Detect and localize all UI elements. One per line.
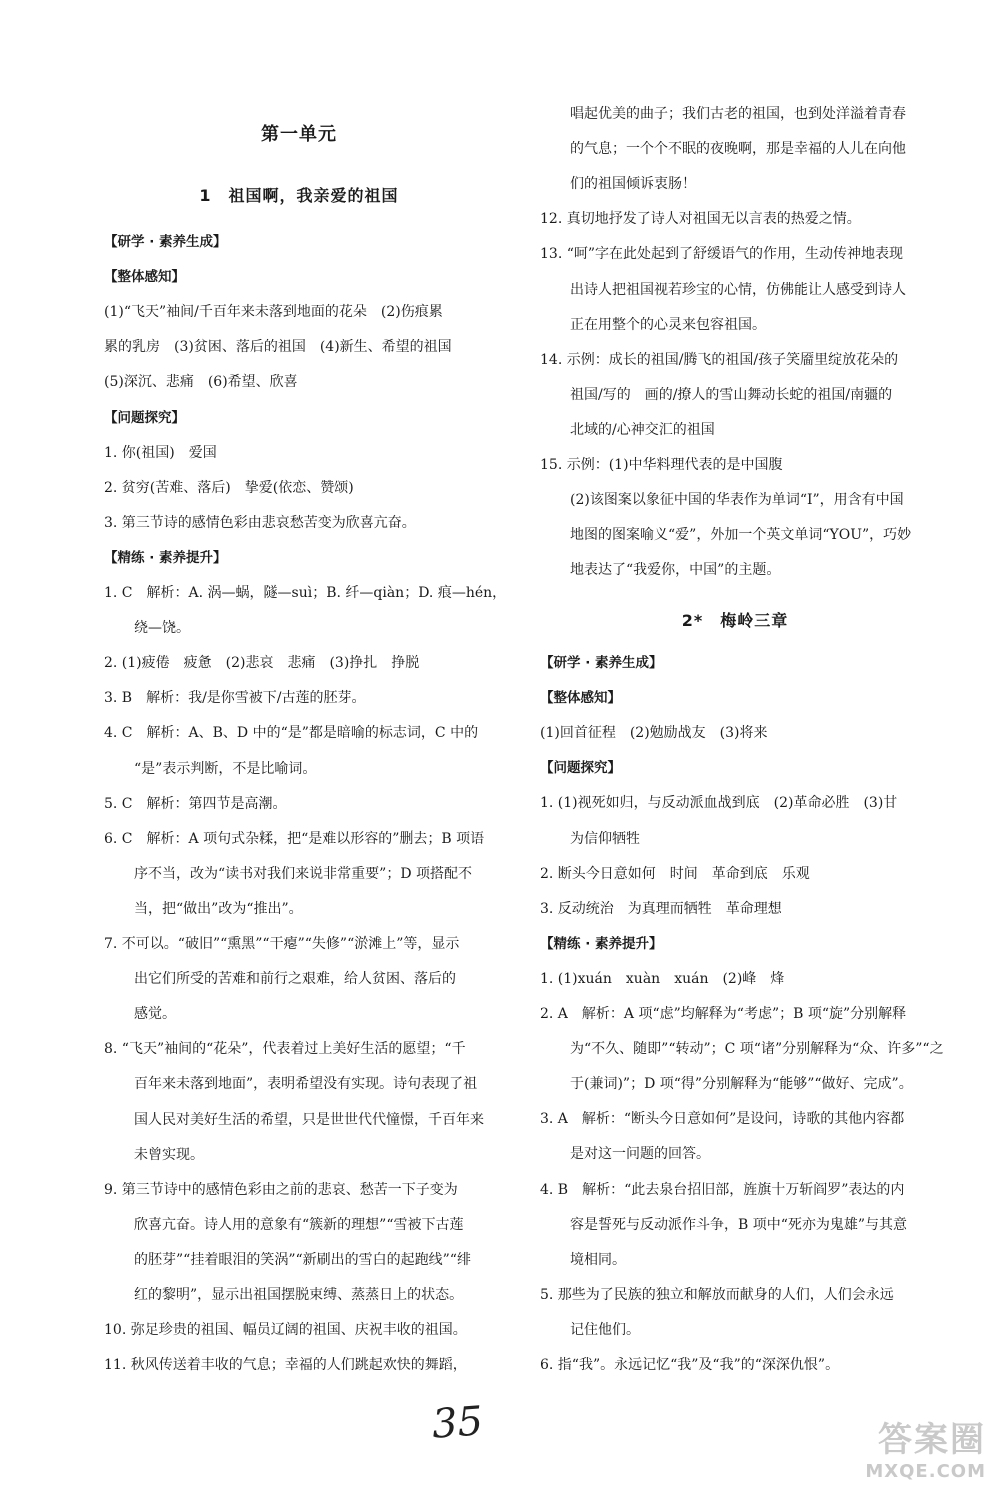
answer-line: 国人民对美好生活的希望，只是世世代代憧憬，千百年来 [134,1111,484,1128]
answer-line: 为“不久、随即”“转动”；C 项“诸”分别解释为“众、许多”“之 [570,1041,944,1058]
answer-line: 2. A 解析：A 项“虑”均解释为“考虑”；B 项“旋”分别解释 [540,1006,907,1022]
answer-line: (1)“飞天”袖间/千百年来未落到地面的花朵 (2)伤痕累 [104,304,443,321]
answer-line: 13. “呵”字在此处起到了舒缓语气的作用，生动传神地表现 [540,246,904,263]
page-number: 35 [430,1398,485,1448]
answer-line: (2)该图案以象征中国的华表作为单词“I”，用含有中国 [570,492,904,509]
section-label: 【问题探究】 [540,760,621,777]
answer-line: 1. C 解析：A. 涡—蜗，隧—suì；B. 纤—qiàn；D. 痕—hén， [104,585,507,601]
answer-line: 出诗人把祖国视若珍宝的心情，仿佛能让人感受到诗人 [570,281,906,298]
answer-line: 感觉。 [134,1006,176,1023]
answer-line: 记住他们。 [570,1321,640,1338]
answer-line: 的胚芽”“挂着眼泪的笑涡”“新刷出的雪白的起跑线”“绯 [134,1251,471,1268]
answer-line: 2. 贫穷(苦难、落后) 挚爱(依恋、赞颂) [104,479,354,496]
answer-line: 9. 第三节诗中的感情色彩由之前的悲哀、愁苦一下子变为 [104,1181,458,1198]
answer-line: 6. 指“我”。永远记忆“我”及“我”的“深深仇恨”。 [540,1357,840,1373]
answer-line: 出它们所受的苦难和前行之艰难，给人贫困、落后的 [134,971,456,988]
section-label: 【整体感知】 [540,690,621,707]
answer-line: 8. “飞天”袖间的“花朵”，代表着过上美好生活的愿望；“千 [104,1041,466,1058]
answer-line: 10. 弥足珍贵的祖国、幅员辽阔的祖国、庆祝丰收的祖国。 [104,1322,467,1339]
answer-line: 3. B 解析：我/是你雪被下/古莲的胚芽。 [104,690,366,707]
answer-line: 6. C 解析：A 项句式杂糅，把“是难以形容的”删去；B 项语 [104,830,485,847]
answer-line: 11. 秋风传送着丰收的气息；幸福的人们跳起欢快的舞蹈， [104,1357,467,1374]
answer-line: 唱起优美的曲子；我们古老的祖国，也到处洋溢着青春 [570,106,906,122]
answer-line: 绕—饶。 [134,620,190,637]
section-label: 【整体感知】 [104,269,185,286]
answer-line: 12. 真切地抒发了诗人对祖国无以言表的热爱之情。 [540,211,861,228]
answer-line: 1. 你(祖国) 爱国 [104,444,217,461]
answer-line: “是”表示判断，不是比喻词。 [134,760,317,777]
answer-line: 们的祖国倾诉衷肠！ [570,176,696,193]
answer-line: 5. 那些为了民族的独立和解放而献身的人们，人们会永远 [540,1286,894,1303]
answer-line: 1. (1)视死如归，与反动派血战到底 (2)革命必胜 (3)甘 [540,795,898,812]
unit-title: 第一单元 [261,124,337,145]
lesson-1-title: 1 祖国啊，我亲爱的祖国 [199,186,399,205]
answer-line: 14. 示例：成长的祖国/腾飞的祖国/孩子笑靥里绽放花朵的 [540,351,899,368]
answer-line: 北域的/心神交汇的祖国 [570,421,715,438]
answer-line: 的气息；一个个不眠的夜晚啊，那是幸福的人儿在向他 [570,141,906,158]
answer-line: 4. C 解析：A、B、D 中的“是”都是暗喻的标志词，C 中的 [104,725,479,742]
answer-line: 于(兼词)”；D 项“得”分别解释为“能够”“做好、完成”。 [570,1076,913,1093]
section-label: 【研学 · 素养生成】 [540,655,663,671]
section-label: 【精练 · 素养提升】 [540,935,663,952]
answer-line: 容是誓死与反动派作斗争，B 项中“死亦为鬼雄”与其意 [570,1216,908,1233]
answer-line: 是对这一问题的回答。 [570,1146,710,1163]
answer-line: 2. (1)疲倦 疲惫 (2)悲哀 悲痛 (3)挣扎 挣脱 [104,655,420,672]
answer-line: 祖国/写的 画的/撩人的雪山舞动长蛇的祖国/南疆的 [570,386,893,403]
answer-line: 序不当，改为“读书对我们来说非常重要”；D 项搭配不 [134,865,472,882]
answer-line: 3. A 解析：“断头今日意如何”是设问，诗歌的其他内容都 [540,1111,905,1128]
answer-line: 1. (1)xuán xuàn xuán (2)峰 烽 [540,970,785,987]
answer-line: 未曾实现。 [134,1146,204,1163]
answer-line: 百年来未落到地面”，表明希望没有实现。诗句表现了祖 [134,1076,478,1093]
answer-line: (5)深沉、悲痛 (6)希望、欣喜 [104,374,298,391]
answer-line: 为信仰牺牲 [570,830,640,847]
section-label: 【精练 · 素养提升】 [104,549,227,566]
lesson-2-title: 2* 梅岭三章 [681,611,789,630]
watermark-url: MXQE.COM [865,1461,986,1482]
answer-line: 7. 不可以。“破旧”“熏黑”“干瘪”“失修”“淤滩上”等，显示 [104,936,460,952]
answer-line: 红的黎明”，显示出祖国摆脱束缚、蒸蒸日上的状态。 [134,1287,464,1303]
answer-line: 欣喜亢奋。诗人用的意象有“簇新的理想”“雪被下古莲 [134,1216,464,1233]
answer-line: 5. C 解析：第四节是高潮。 [104,795,287,812]
answer-line: (1)回首征程 (2)勉励战友 (3)将来 [540,725,768,742]
answer-line: 地图的图案喻义“爱”，外加一个英文单词“YOU”，巧妙 [570,527,912,544]
watermark-logo-text: 答案圈 [878,1420,986,1460]
watermark [865,1412,986,1482]
answer-line: 累的乳房 (3)贫困、落后的祖国 (4)新生、希望的祖国 [104,339,452,356]
answer-line: 境相同。 [570,1251,626,1268]
section-label: 【问题探究】 [104,409,185,426]
answer-line: 地表达了“我爱你，中国”的主题。 [570,562,781,579]
answer-line: 3. 反动统治 为真理而牺牲 革命理想 [540,900,782,917]
answer-line: 当，把“做出”改为“推出”。 [134,900,303,917]
answer-line: 正在用整个的心灵来包容祖国。 [570,316,766,333]
section-label: 【研学 · 素养生成】 [104,234,227,250]
answer-line: 15. 示例：(1)中华料理代表的是中国腹 [540,457,783,473]
answer-line: 3. 第三节诗的感情色彩由悲哀愁苦变为欣喜亢奋。 [104,514,416,531]
answer-line: 4. B 解析：“此去泉台招旧部，旌旗十万斩阎罗”表达的内 [540,1181,905,1198]
answer-line: 2. 断头今日意如何 时间 革命到底 乐观 [540,865,810,882]
